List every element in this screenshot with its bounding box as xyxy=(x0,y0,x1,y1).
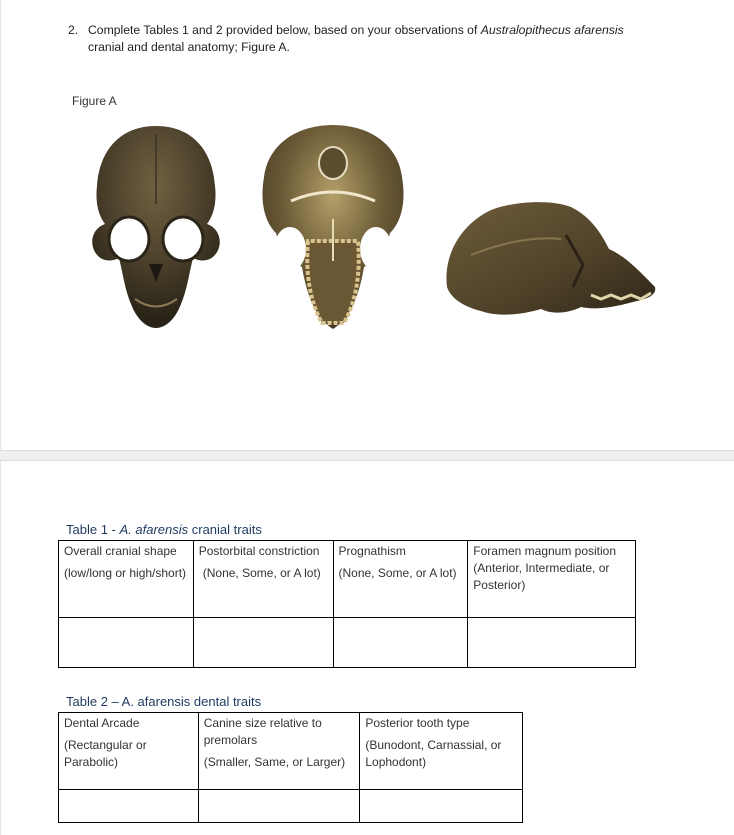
header-main-text: Posterior tooth type xyxy=(365,716,470,730)
question-2 xyxy=(68,22,688,56)
table1-cranial-traits xyxy=(58,540,636,668)
answer-cell[interactable] xyxy=(193,618,333,668)
answer-cell[interactable] xyxy=(59,790,199,823)
header-main-text: Prognathism xyxy=(338,544,406,558)
table2-title: Table 2 – A. afarensis dental traits xyxy=(66,694,262,709)
table-header-row xyxy=(59,541,636,618)
question-text-continued: cranial and dental anatomy; Figure A. xyxy=(88,40,290,54)
table2-header-cell xyxy=(59,713,199,790)
table1-header-cell xyxy=(59,541,194,618)
page-gap xyxy=(0,451,734,460)
answer-cell[interactable] xyxy=(360,790,523,823)
header-main-text: Foramen magnum position (Anterior, Intermediate, or Posterior) xyxy=(473,544,617,592)
header-sub-text: (low/long or high/short) xyxy=(64,566,187,580)
question-text: Complete Tables 1 and 2 provided below, based on your observations of xyxy=(88,23,481,37)
header-sub-text: (Smaller, Same, or Larger) xyxy=(203,755,346,769)
header-main-text: Postorbital constriction xyxy=(198,544,320,558)
answer-cell[interactable] xyxy=(59,618,194,668)
figure-label: Figure A xyxy=(72,94,117,108)
skull-frontal-view-image xyxy=(87,124,225,330)
answer-cell[interactable] xyxy=(468,618,636,668)
header-sub-text: (Rectangular or Parabolic) xyxy=(64,738,147,769)
table2-header-cell xyxy=(360,713,523,790)
answer-cell[interactable] xyxy=(333,618,468,668)
table2-header-cell xyxy=(198,713,360,790)
table1-title-prefix: Table 1 - xyxy=(66,522,120,537)
table-answer-row xyxy=(59,618,636,668)
skull-lateral-view-image xyxy=(441,195,663,320)
question-number: 2. xyxy=(68,23,79,37)
header-main-text: Overall cranial shape xyxy=(64,544,177,558)
table1-header-cell xyxy=(193,541,333,618)
answer-cell[interactable] xyxy=(198,790,360,823)
header-sub-text: (None, Some, or A lot) xyxy=(202,566,321,580)
header-sub-text: (None, Some, or A lot) xyxy=(338,566,457,580)
table1-title xyxy=(66,522,262,537)
table-header-row xyxy=(59,713,523,790)
header-main-text: Dental Arcade xyxy=(64,716,140,730)
table1-title-suffix: cranial traits xyxy=(188,522,262,537)
header-main-text: Canine size relative to premolars xyxy=(203,716,322,747)
header-sub-text: (Bunodont, Carnassial, or Lophodont) xyxy=(365,738,502,769)
table1-title-species: A. afarensis xyxy=(119,522,189,537)
skull-inferior-view-image xyxy=(256,121,411,333)
table1-header-cell xyxy=(468,541,636,618)
question-species: Australopithecus afarensis xyxy=(480,23,624,37)
table-answer-row xyxy=(59,790,523,823)
table2-dental-traits xyxy=(58,712,523,823)
table1-header-cell xyxy=(333,541,468,618)
